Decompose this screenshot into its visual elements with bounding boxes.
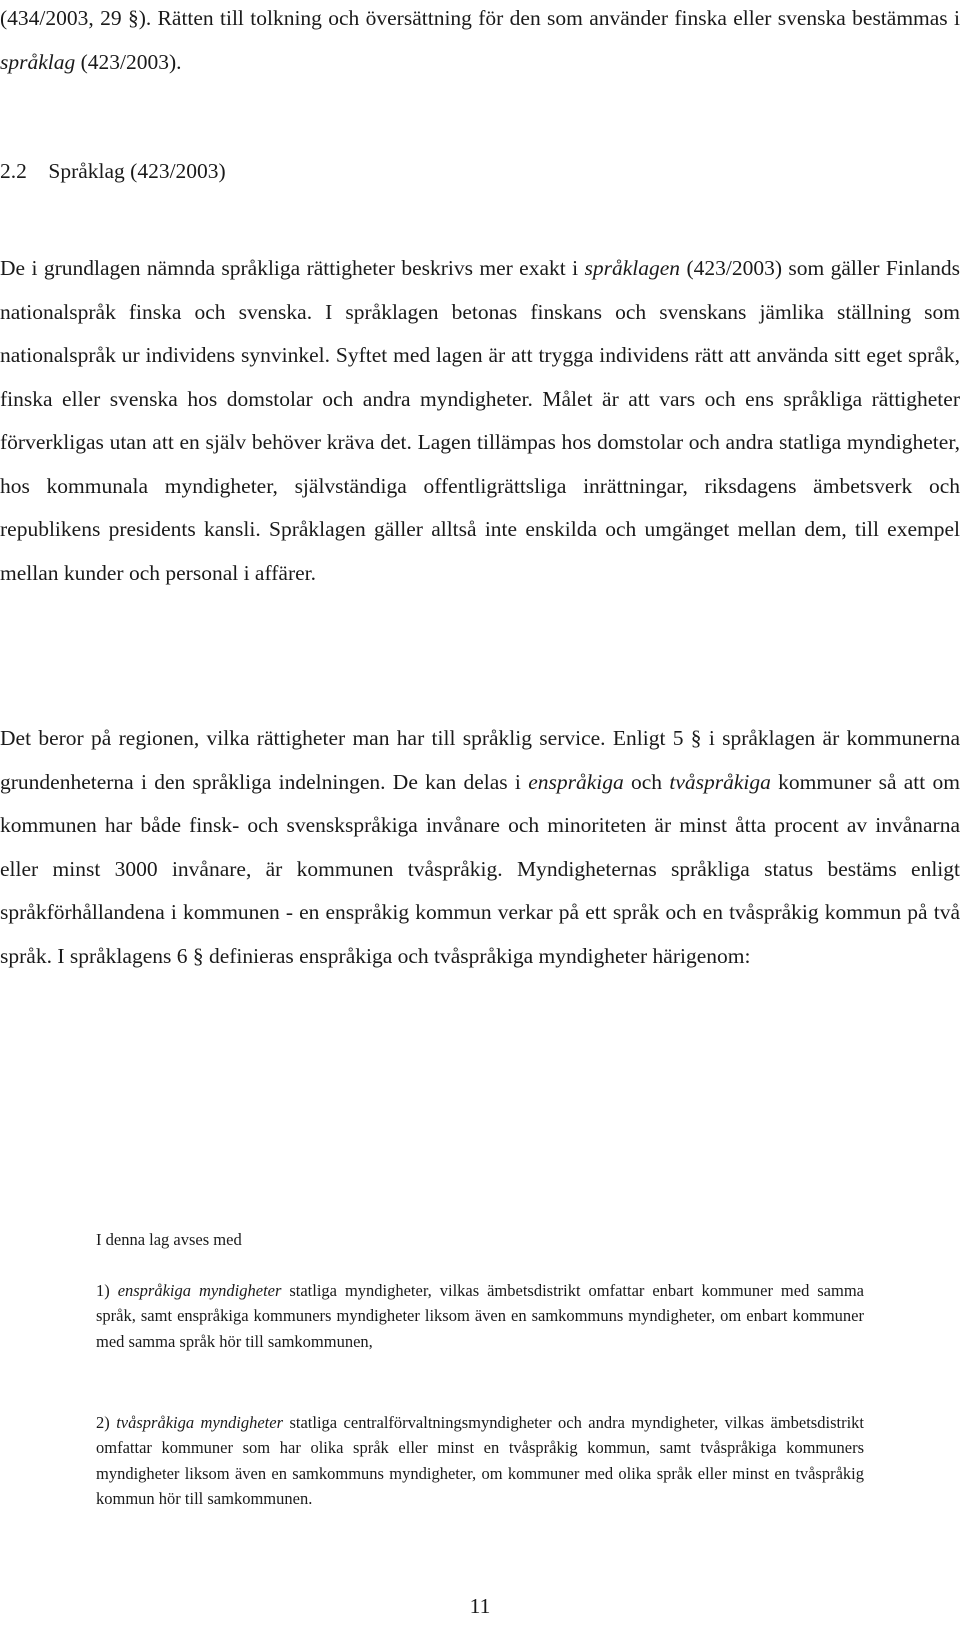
page-number: 11 — [469, 1594, 491, 1618]
italic-term: språklag — [0, 49, 76, 74]
paragraph-law-reference: (434/2003, 29 §). Rätten till tolkning och översättning för den som använder finska eller svenska bestämmas i språklag (423/2003). — [0, 6, 960, 74]
section-sign: § — [192, 943, 204, 968]
italic-term: tvåspråkiga — [669, 769, 771, 794]
italic-term: tvåspråkiga myndigheter — [116, 1413, 284, 1432]
quote-intro: I denna lag avses med — [96, 1230, 242, 1249]
quote-item-1: 1) enspråkiga myndigheter statliga myndigheter, vilkas ämbetsdistrikt omfattar enbart kommuner med samma språk, samt enspråkiga kommuners myndigheter liksom även en samkommuns myndigheter, om enbart kommuner med samma språk hör till samkommunen, — [96, 1281, 864, 1351]
quote-item-2: 2) tvåspråkiga myndigheter statliga centralförvaltningsmyndigheter och andra myndigheter, vilkas ämbetsdistrikt omfattar kommuner som har olika språk eller minst en tvåspråkig kommun, samt tvåspråkiga kommuners myndigheter liksom även en samkommuns myndigheter, om kommuner med olika språk eller minst en tvåspråkig kommun hör till samkommunen. — [96, 1413, 864, 1508]
italic-term: enspråkiga myndigheter — [117, 1281, 282, 1300]
italic-term: språklagen — [584, 256, 681, 280]
section-number: 2.2 — [0, 159, 27, 183]
section-title: Språklag (423/2003) — [48, 159, 226, 183]
paragraph-municipalities: Det beror på regionen, vilka rättigheter man har till språklig service. Enligt 5 § i språklagen är kommunerna grundenheterna i den språkliga indelningen. De kan delas i enspråkiga och tvåspråkiga kommuner så att om kommunen har både finsk- och svenskspråkiga invånare och minoriteten är minst åtta procent av invånarna eller minst 3000 invånare, är kommunen tvåspråkig. Myndigheternas språkliga status bestäms enligt språkförhållandena i kommunen - en enspråkig kommun verkar på ett språk och en tvåspråkig kommun på två språk. I språklagens 6 § definieras enspråkiga och tvåspråkiga myndigheter härigenom: — [0, 726, 960, 968]
section-sign: § — [690, 726, 702, 750]
italic-term: enspråkiga — [528, 769, 624, 794]
paragraph-language-act: De i grundlagen nämnda språkliga rättigheter beskrivs mer exakt i språklagen (423/2003) som gäller Finlands nationalspråk finska och svenska. I språklagen betonas finskans och svenskans jämlika ställning som nationalspråk ur individens synvinkel. Syftet med lagen är att trygga individens rätt att använda sitt eget språk, finska eller svenska hos domstolar och andra myndigheter. Målet är att vars och ens språkliga rättigheter förverkligas utan att en själv behöver kräva det. Lagen tillämpas hos domstolar och andra statliga myndigheter, hos kommunala myndigheter, självständiga offentligrättsliga inrättningar, riksdagens ämbetsverk och republikens presidents kansli. Språklagen gäller alltså inte enskilda och umgänget mellan dem, till exempel mellan kunder och personal i affärer. — [0, 256, 960, 585]
section-sign: § — [127, 6, 139, 30]
section-heading — [0, 150, 226, 194]
